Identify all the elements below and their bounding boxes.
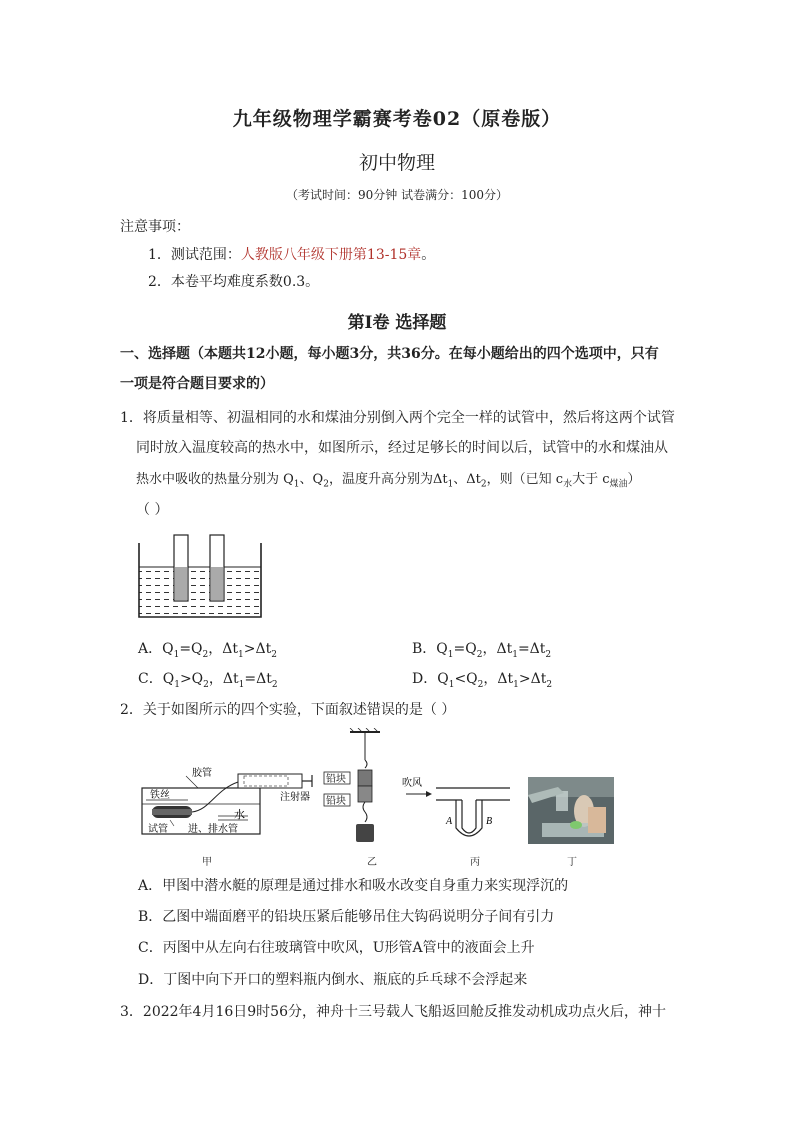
notes-item-2: 2．本卷平均难度系数0.3。 bbox=[148, 274, 320, 290]
label-a: A bbox=[446, 816, 453, 827]
q1-text-a: 热水中吸收的热量分别为 Q bbox=[136, 472, 294, 487]
label-shiguan: 试管 bbox=[148, 824, 168, 835]
q1-sub-1b: 1 bbox=[447, 479, 454, 490]
caption-ding: 丁 bbox=[567, 857, 577, 868]
q2-figure-jia bbox=[140, 760, 315, 842]
section-instructions-2: 一项是符合题目要求的） bbox=[120, 376, 274, 392]
section-instructions-1: 一、选择题（本题共12小题，每小题3分，共36分。在每小题给出的四个选项中，只有 bbox=[120, 346, 659, 362]
label-b: B bbox=[486, 816, 493, 827]
label-jinpai: 进、排水管 bbox=[188, 824, 238, 835]
q1-text-close: ） bbox=[627, 472, 641, 487]
notes-item-1-suffix: 。 bbox=[421, 247, 436, 263]
q1-sub-2a: 2 bbox=[323, 479, 329, 490]
label-zhusheqi: 注射器 bbox=[280, 792, 310, 803]
label-shui: 水 bbox=[234, 809, 245, 821]
q2-option-c[interactable]: C．丙图中从左向右往玻璃管中吹风，U形管A管中的液面会上升 bbox=[138, 940, 535, 956]
q2-option-a[interactable]: A．甲图中潜水艇的原理是通过排水和吸水改变自身重力来实现浮沉的 bbox=[138, 878, 569, 894]
document-title: 九年级物理学霸赛考卷02（原卷版） bbox=[232, 108, 562, 130]
caption-bing: 丙 bbox=[470, 857, 480, 868]
caption-jia: 甲 bbox=[202, 857, 212, 868]
label-chuifeng: 吹风 bbox=[402, 778, 422, 789]
q1-text-c: ，温度升高分别为Δt bbox=[328, 472, 448, 487]
q1-text-e: ，则（已知 c bbox=[486, 472, 564, 487]
q1-answer-blank: （ ） bbox=[136, 502, 169, 518]
q1-sub-1a: 1 bbox=[293, 479, 300, 490]
q1-option-c[interactable]: C．$Q_1>Q_2$，$\Delta t_1=\Delta t_2$ bbox=[138, 671, 278, 690]
notes-item-1-range: 人教版八年级下册第13-15章 bbox=[240, 247, 422, 263]
q1-text-d: 、Δt bbox=[453, 472, 481, 487]
label-qiankuai-1: 铅块 bbox=[326, 774, 346, 785]
document-subtitle: 初中物理 bbox=[358, 152, 435, 174]
q1-option-d[interactable]: D．$Q_1<Q_2$，$\Delta t_1>\Delta t_2$ bbox=[412, 671, 553, 690]
q2-figure-yi bbox=[322, 728, 392, 846]
q1-sub-2b: 2 bbox=[480, 479, 487, 490]
q2-option-d[interactable]: D．丁图中向下开口的塑料瓶内倒水、瓶底的乒乓球不会浮起来 bbox=[138, 972, 528, 988]
caption-yi: 乙 bbox=[367, 857, 377, 868]
q1-text-b: 、Q bbox=[299, 472, 324, 487]
q1-sub-water: 水 bbox=[563, 479, 573, 490]
section-title: 第Ⅰ卷 选择题 bbox=[347, 313, 447, 333]
q2-figure-ding-photo bbox=[528, 777, 614, 844]
q1-stem-line-3 bbox=[136, 470, 641, 495]
exam-info: （考试时间：90分钟 试卷满分：100分） bbox=[286, 188, 508, 202]
q1-beaker-figure bbox=[136, 533, 264, 619]
notes-item-1 bbox=[148, 245, 435, 265]
q1-sub-kerosene: 煤油 bbox=[609, 479, 628, 490]
label-jiaoguan: 胶管 bbox=[192, 768, 212, 779]
q1-option-b[interactable]: B．$Q_1=Q_2$，$\Delta t_1=\Delta t_2$ bbox=[412, 641, 552, 660]
q2-option-b[interactable]: B．乙图中端面磨平的铅块压紧后能够吊住大钩码说明分子间有引力 bbox=[138, 909, 555, 925]
notes-item-1-prefix: 1．测试范围： bbox=[148, 247, 241, 263]
q1-stem-line-2: 同时放入温度较高的热水中，如图所示，经过足够长的时间以后，试管中的水和煤油从 bbox=[136, 440, 668, 456]
q3-stem-line-1: 3．2022年4月16日9时56分，神舟十三号载人飞船返回舱反推发动机成功点火后，神十 bbox=[120, 1004, 666, 1020]
notes-heading: 注意事项： bbox=[120, 219, 190, 235]
q1-option-a[interactable]: A．$Q_1=Q_2$，$\Delta t_1>\Delta t_2$ bbox=[138, 641, 277, 660]
q1-stem-line-1: 1．将质量相等、初温相同的水和煤油分别倒入两个完全一样的试管中，然后将这两个试管 bbox=[120, 410, 675, 426]
label-tiesi: 铁丝 bbox=[150, 790, 170, 801]
label-qiankuai-2: 铅块 bbox=[326, 796, 346, 807]
q1-text-f: 大于 c bbox=[572, 472, 610, 487]
q2-stem: 2．关于如图所示的四个实验，下面叙述错误的是（ ） bbox=[120, 702, 456, 718]
q2-figure-bing bbox=[402, 776, 514, 838]
